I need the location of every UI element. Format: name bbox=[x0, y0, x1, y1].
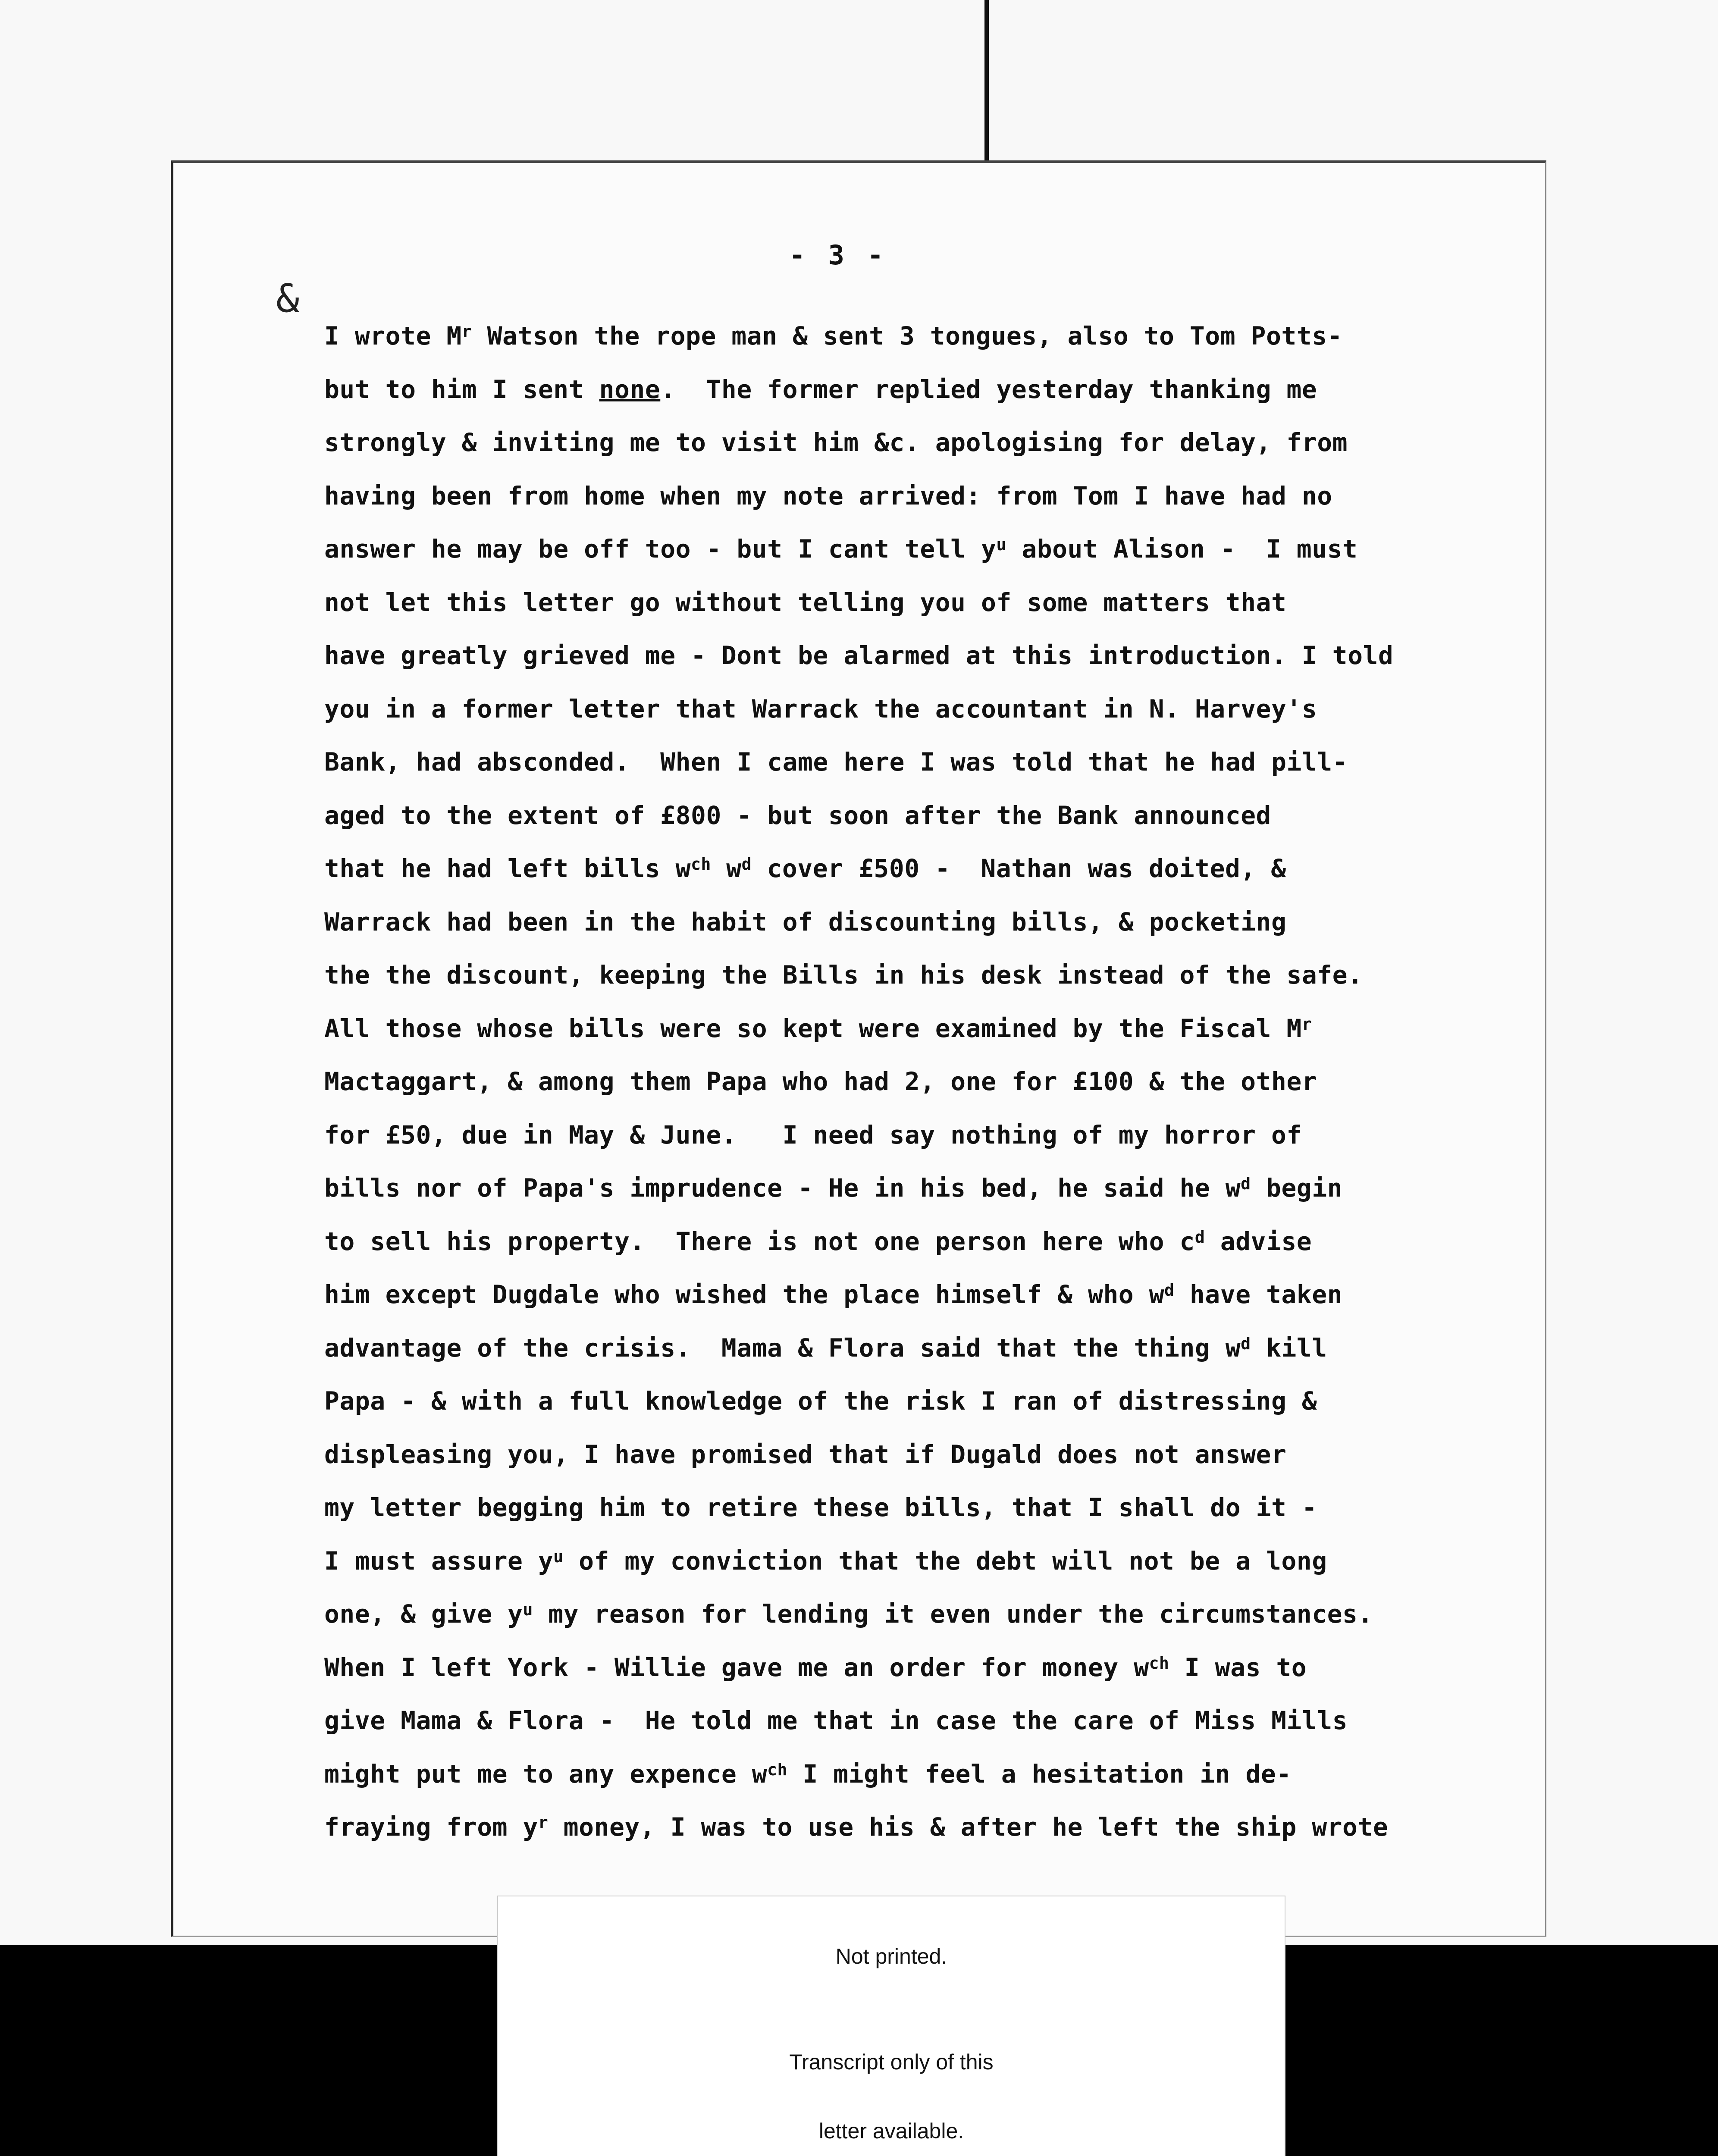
letter-line: for £50, due in May & June. I need say nothing of my horror of bbox=[324, 1120, 1302, 1150]
superscript-abbrev: d bbox=[1241, 1334, 1251, 1353]
superscript-abbrev: r bbox=[461, 322, 472, 341]
letter-line: having been from home when my note arrived: from Tom I have had no bbox=[324, 481, 1332, 511]
letter-line: not let this letter go without telling you of some matters that bbox=[324, 587, 1287, 617]
superscript-abbrev: r bbox=[1301, 1014, 1312, 1034]
superscript-abbrev: r bbox=[538, 1813, 549, 1832]
superscript-abbrev: u bbox=[553, 1547, 564, 1566]
letter-line: that he had left bills $w^{ch}$ $w^d$ cover £500 - Nathan was doited, & bbox=[324, 854, 1286, 883]
letter-line: displeasing you, I have promised that if Dugald does not answer bbox=[324, 1439, 1287, 1469]
card-transcript-line: Transcript only of this bbox=[789, 2050, 994, 2074]
letter-line: fraying from $y^r$ money, I was to use his & after he left the ship wrote bbox=[324, 1812, 1389, 1842]
page-number: - 3 - bbox=[789, 239, 887, 271]
card-available-line: letter available. bbox=[818, 2119, 964, 2143]
letter-line: strongly & inviting me to visit him &c. apologising for delay, from bbox=[324, 428, 1348, 457]
superscript-abbrev: d bbox=[1194, 1227, 1205, 1247]
letter-line: Bank, had absconded. When I came here I was told that he had pill- bbox=[324, 747, 1348, 777]
letter-line: have greatly grieved me - Dont be alarmed at this introduction. I told bbox=[324, 641, 1394, 670]
letter-line: my letter begging him to retire these bills, that I shall do it - bbox=[324, 1493, 1317, 1522]
letter-line: Mactaggart, & among them Papa who had 2, one for £100 & the other bbox=[324, 1067, 1317, 1096]
letter-line: I wrote $M^r$ Watson the rope man & sent 3 tongues, also to Tom Potts- bbox=[324, 321, 1343, 351]
superscript-abbrev: ch bbox=[691, 855, 711, 874]
underlined-word: none bbox=[599, 374, 661, 404]
superscript-abbrev: d bbox=[741, 855, 752, 874]
margin-mark: & bbox=[276, 276, 300, 321]
card-not-printed: Not printed. bbox=[835, 1944, 947, 1968]
letter-line: Warrack had been in the habit of discounting bills, & pocketing bbox=[324, 907, 1287, 937]
letter-line: aged to the extent of £800 - but soon after the Bank announced bbox=[324, 800, 1271, 830]
letter-line: might put me to any expence $w^{ch}$ I might feel a hesitation in de- bbox=[324, 1759, 1292, 1789]
letter-line: but to him I sent none. The former replied yesterday thanking me bbox=[324, 374, 1317, 404]
superscript-abbrev: d bbox=[1164, 1281, 1175, 1300]
letter-line: one, & give $y^u$ my reason for lending it even under the circumstances. bbox=[324, 1599, 1373, 1629]
letter-line: the the discount, keeping the Bills in his desk instead of the safe. bbox=[324, 960, 1363, 990]
superscript-abbrev: d bbox=[1241, 1174, 1251, 1193]
letter-line: give Mama & Flora - He told me that in case the care of Miss Mills bbox=[324, 1706, 1348, 1735]
letter-body bbox=[324, 310, 1480, 1854]
letter-line: bills nor of Papa's imprudence - He in his bed, he said he $w^d$ begin bbox=[324, 1173, 1343, 1203]
letter-line: him except Dugdale who wished the place himself & who $w^d$ have taken bbox=[324, 1280, 1343, 1309]
letter-line: All those whose bills were so kept were examined by the Fiscal $M^r$ bbox=[324, 1013, 1312, 1043]
insert-card bbox=[497, 1896, 1285, 2156]
letter-line: advantage of the crisis. Mama & Flora said that the thing $w^d$ kill bbox=[324, 1333, 1327, 1363]
letter-line: When I left York - Willie gave me an order for money $w^{ch}$ I was to bbox=[324, 1652, 1307, 1682]
letter-line: to sell his property. There is not one person here who $c^d$ advise bbox=[324, 1226, 1312, 1256]
letter-line: Papa - & with a full knowledge of the risk I ran of distressing & bbox=[324, 1386, 1317, 1416]
superscript-abbrev: ch bbox=[767, 1760, 787, 1779]
letter-line: I must assure $y^u$ of my conviction that the debt will not be a long bbox=[324, 1546, 1327, 1576]
binding-line bbox=[984, 0, 989, 164]
letter-line: you in a former letter that Warrack the accountant in N. Harvey's bbox=[324, 694, 1317, 724]
letter-line: answer he may be off too - but I cant tell $y^u$ about Alison - I must bbox=[324, 534, 1358, 564]
superscript-abbrev: u bbox=[523, 1600, 533, 1619]
superscript-abbrev: ch bbox=[1149, 1653, 1169, 1673]
superscript-abbrev: u bbox=[996, 535, 1006, 554]
